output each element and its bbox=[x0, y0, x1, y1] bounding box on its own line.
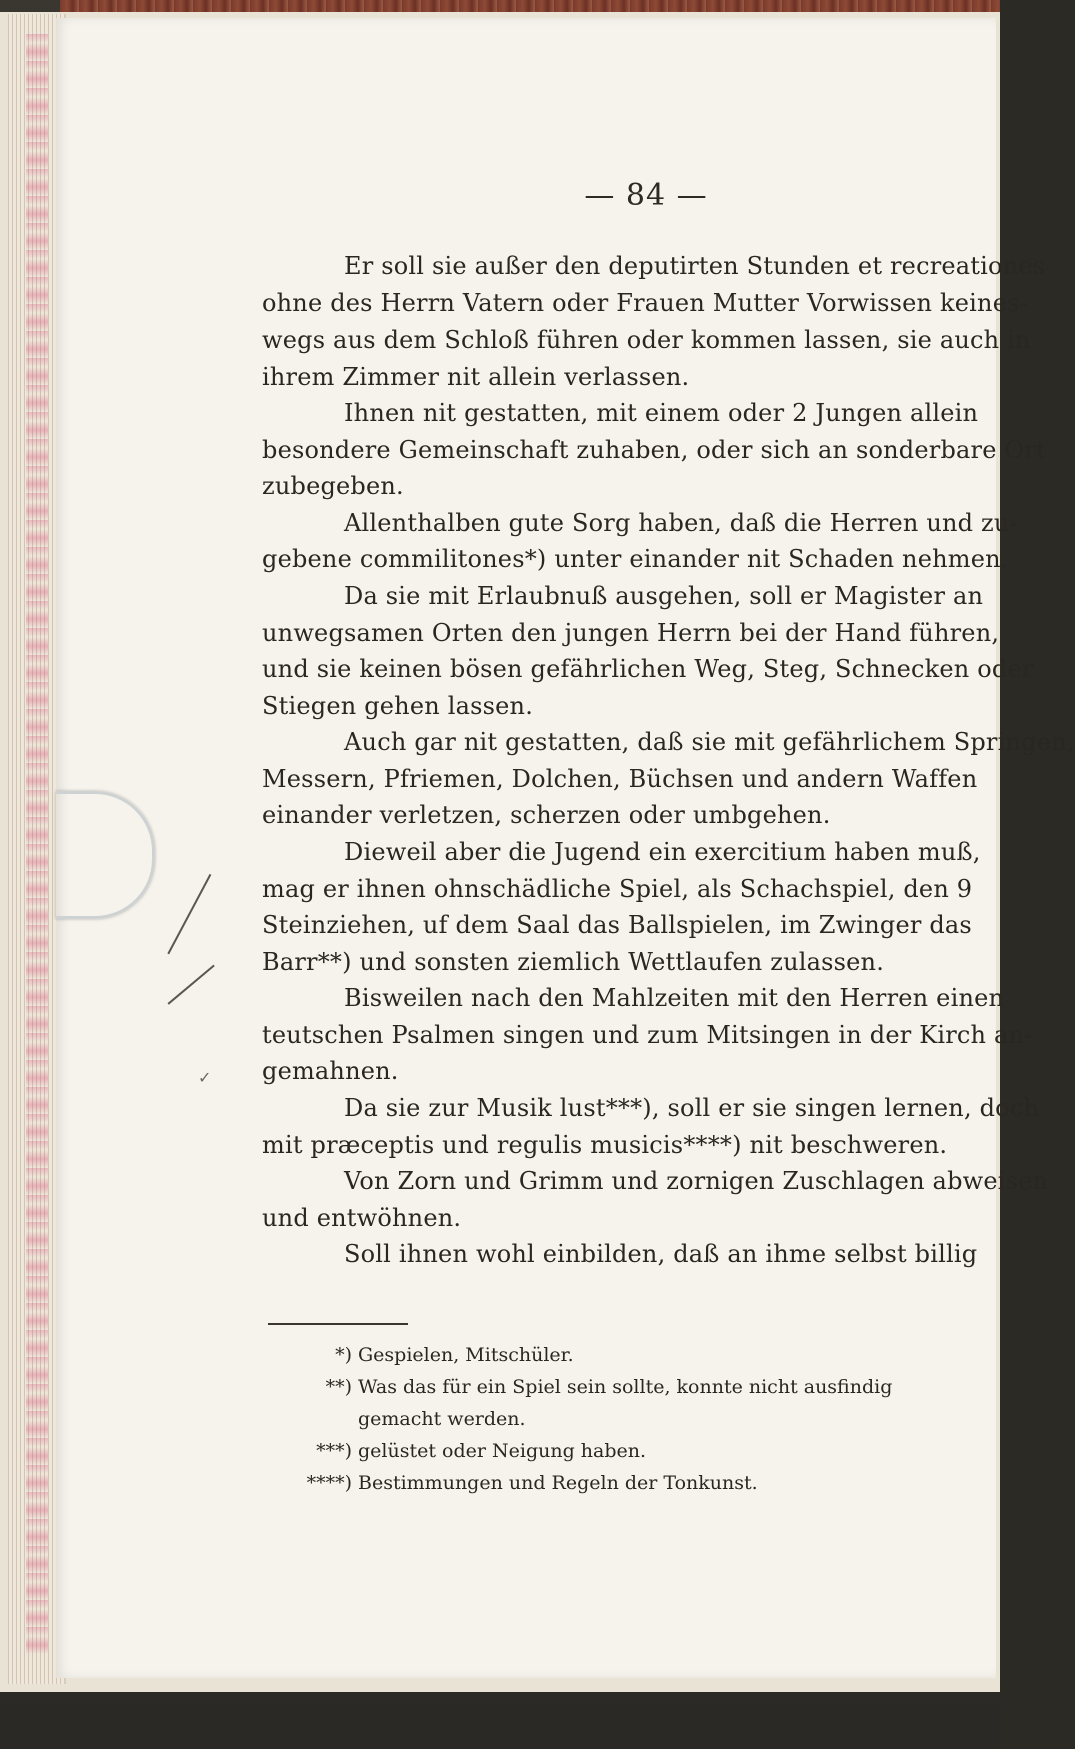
body-line: einander verletzen, scherzen oder umbgehen. bbox=[262, 801, 831, 829]
body-line: zubegeben. bbox=[262, 472, 404, 500]
body-line: Da sie zur Musik lust***), soll er sie singen lernen, doch bbox=[344, 1094, 1040, 1122]
pencil-mark bbox=[167, 874, 211, 954]
body-line: mit præceptis und regulis musicis****) nit beschweren. bbox=[262, 1131, 948, 1159]
body-line: ihrem Zimmer nit allein verlassen. bbox=[262, 363, 690, 391]
body-line: gemahnen. bbox=[262, 1057, 399, 1085]
footnote-text: Was das für ein Spiel sein sollte, konnte nicht ausfindig bbox=[358, 1376, 893, 1398]
body-line: Steinziehen, uf dem Saal das Ballspielen, im Zwinger das bbox=[262, 911, 972, 939]
footnote-text: gelüstet oder Neigung haben. bbox=[358, 1440, 647, 1462]
footnote-text: gemacht werden. bbox=[358, 1408, 526, 1430]
body-line: Ihnen nit gestatten, mit einem oder 2 Jungen allein bbox=[344, 399, 979, 427]
body-line: Barr**) und sonsten ziemlich Wettlaufen zulassen. bbox=[262, 948, 885, 976]
body-line: Messern, Pfriemen, Dolchen, Büchsen und andern Waffen bbox=[262, 765, 978, 793]
body-line: Soll ihnen wohl einbilden, daß an ihme selbst billig bbox=[344, 1240, 978, 1268]
body-line: gebene commilitones*) unter einander nit Schaden nehmen. bbox=[262, 545, 1009, 573]
body-line: und sie keinen bösen gefährlichen Weg, Steg, Schnecken oder bbox=[262, 655, 1034, 683]
footnote-mark: ***) bbox=[316, 1440, 352, 1462]
body-line: unwegsamen Orten den jungen Herrn bei der Hand führen, bbox=[262, 619, 1000, 647]
body-line: Auch gar nit gestatten, daß sie mit gefährlichem Springen, bbox=[344, 728, 1075, 756]
body-line: wegs aus dem Schloß führen oder kommen lassen, sie auch in bbox=[262, 326, 1031, 354]
footnote-rule bbox=[268, 1323, 408, 1325]
body-line: Da sie mit Erlaubnuß ausgehen, soll er Magister an bbox=[344, 582, 984, 610]
footnote-text: Gespielen, Mitschüler. bbox=[358, 1344, 574, 1366]
footnote-mark: ****) bbox=[306, 1472, 352, 1494]
body-line: besondere Gemeinschaft zuhaben, oder sich an sonderbare Ort bbox=[262, 436, 1046, 464]
footnote-text: Bestimmungen und Regeln der Tonkunst. bbox=[358, 1472, 758, 1494]
body-line: Bisweilen nach den Mahlzeiten mit den Herren einen bbox=[344, 984, 1005, 1012]
footnote-mark: **) bbox=[325, 1376, 352, 1398]
body-line: Von Zorn und Grimm und zornigen Zuschlagen abweisen bbox=[344, 1167, 1049, 1195]
footnote-mark: *) bbox=[335, 1344, 352, 1366]
body-line: mag er ihnen ohnschädliche Spiel, als Schachspiel, den 9 bbox=[262, 875, 973, 903]
body-line: Allenthalben gute Sorg haben, daß die Herren und zu- bbox=[344, 509, 1018, 537]
page bbox=[56, 18, 1075, 1678]
pencil-tick: ✓ bbox=[198, 1068, 212, 1087]
paper-clip bbox=[56, 791, 155, 919]
body-line: Stiegen gehen lassen. bbox=[262, 692, 534, 720]
body-line: ohne des Herrn Vatern oder Frauen Mutter Vorwissen keines- bbox=[262, 289, 1028, 317]
body-line: Dieweil aber die Jugend ein exercitium haben muß, bbox=[344, 838, 981, 866]
page-number: — 84 — bbox=[584, 178, 708, 213]
body-line: und entwöhnen. bbox=[262, 1204, 462, 1232]
body-line: teutschen Psalmen singen und zum Mitsingen in der Kirch an- bbox=[262, 1021, 1033, 1049]
pencil-mark bbox=[168, 965, 215, 1005]
body-line: Er soll sie außer den deputirten Stunden et recreationes bbox=[344, 252, 1046, 280]
